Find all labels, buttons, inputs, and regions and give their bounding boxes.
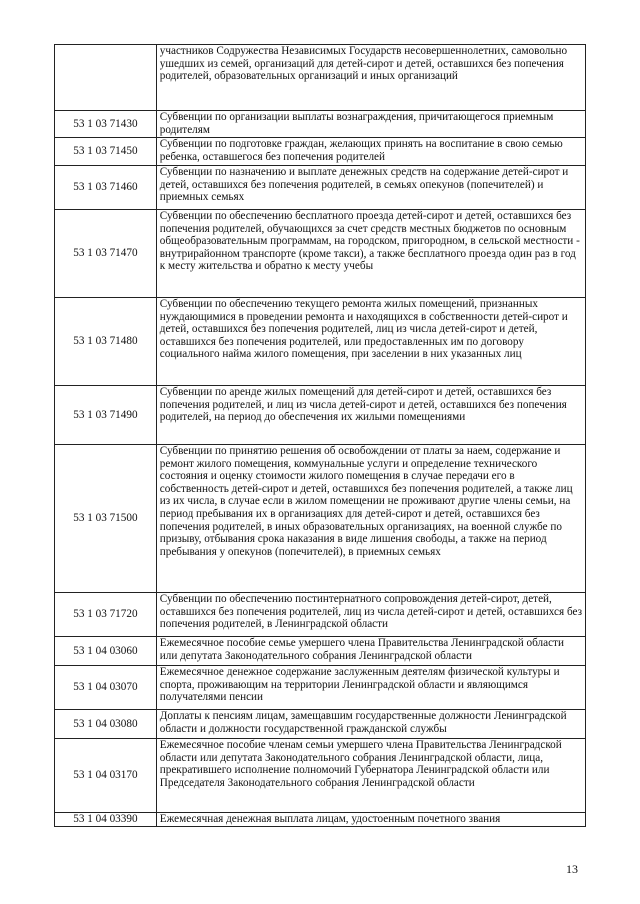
- table-row: [55, 710, 586, 739]
- table-row: [55, 637, 586, 666]
- description-cell: участников Содружества Независимых Государств несовершеннолетних, самовольно ушедших из семей, организаций для детей-сирот и детей, оставшихся без попечения родителей, образовательных организаций и иных организаций: [156, 45, 585, 111]
- table-row: [55, 298, 586, 386]
- budget-code-cell: 53 1 03 71450: [55, 138, 157, 166]
- description-cell: Субвенции по обеспечению бесплатного проезда детей-сирот и детей, оставшихся без попечения родителей, обучающихся за счет средств местных бюджетов по основным общеобразовательным программам, на городском, пригородном, в сельской местности - внутрирайонном транспорте (кроме такси), а также бесплатного проезда один раз в год к месту жительства и обратно к месту учебы: [156, 210, 585, 298]
- description-cell: Субвенции по обеспечению постинтернатного сопровождения детей-сирот, детей, оставшихся без попечения родителей, лиц из числа детей-сирот и детей, оставшихся без попечения родителей, в Ленинградской области: [156, 593, 585, 637]
- budget-code-cell: 53 1 04 03080: [55, 710, 157, 739]
- table-row: [55, 386, 586, 445]
- table-row: [55, 739, 586, 813]
- budget-code-cell: 53 1 04 03170: [55, 739, 157, 813]
- budget-code-cell: 53 1 04 03390: [55, 813, 157, 827]
- budget-code-cell: 53 1 03 71470: [55, 210, 157, 298]
- page-number: 13: [566, 862, 578, 876]
- table-row: [55, 813, 586, 827]
- budget-code-cell: 53 1 03 71500: [55, 445, 157, 593]
- description-cell: Ежемесячное денежное содержание заслуженным деятелям физической культуры и спорта, проживающим на территории Ленинградской области и являющимся получателями пенсии: [156, 666, 585, 710]
- description-cell: Ежемесячная денежная выплата лицам, удостоенным почетного звания: [156, 813, 585, 827]
- budget-code-cell: 53 1 04 03060: [55, 637, 157, 666]
- table-row: [55, 138, 586, 166]
- budget-code-cell: 53 1 03 71480: [55, 298, 157, 386]
- table-row: [55, 210, 586, 298]
- description-cell: Субвенции по подготовке граждан, желающих принять на воспитание в свою семью ребенка, оставшегося без попечения родителей: [156, 138, 585, 166]
- table-row: [55, 593, 586, 637]
- table-row: [55, 666, 586, 710]
- table-row: [55, 45, 586, 111]
- table-row: [55, 166, 586, 210]
- description-cell: Субвенции по назначению и выплате денежных средств на содержание детей-сирот и детей, оставшихся без попечения родителей, в семьях опекунов (попечителей) и приемных семьях: [156, 166, 585, 210]
- budget-code-table: [54, 44, 586, 827]
- table-row: [55, 445, 586, 593]
- description-cell: Субвенции по обеспечению текущего ремонта жилых помещений, признанных нуждающимися в проведении ремонта и находящихся в собственности детей-сирот и детей, оставшихся без попечения родителей, лиц из числа детей-сирот и детей, оставшихся без попечения родителей, или предоставленных им по договору социального найма жилого помещения, при заселении в них указанных лиц: [156, 298, 585, 386]
- description-cell: Ежемесячное пособие членам семьи умершего члена Правительства Ленинградской области или депутата Законодательного собрания Ленинградской области, лица, прекратившего исполнение полномочий Губернатора Ленинградской области или Председателя Законодательного собрания Ленинградской области: [156, 739, 585, 813]
- description-cell: Доплаты к пенсиям лицам, замещавшим государственные должности Ленинградской области и должности государственной гражданской службы: [156, 710, 585, 739]
- budget-code-cell: 53 1 03 71430: [55, 111, 157, 138]
- description-cell: Субвенции по принятию решения об освобождении от платы за наем, содержание и ремонт жилого помещения, коммунальные услуги и определение технического состояния и оценку стоимости жилого помещения в случае передачи его в собственность детей-сирот и детей, оставшихся без попечения родителей, а также лиц из их числа, в случае если в жилом помещении не проживают другие члены семьи, на период пребывания их в организациях для детей-сирот и детей, оставшихся без попечения родителей, в иных образовательных организациях, на военной службе по призыву, отбывания срока наказания в виде лишения свободы, а также на период пребывания у опекунов (попечителей), в приемных семьях: [156, 445, 585, 593]
- table-row: [55, 111, 586, 138]
- description-cell: Субвенции по организации выплаты вознаграждения, причитающегося приемным родителям: [156, 111, 585, 138]
- budget-code-cell: 53 1 03 71720: [55, 593, 157, 637]
- budget-code-cell: 53 1 03 71460: [55, 166, 157, 210]
- description-cell: Субвенции по аренде жилых помещений для детей-сирот и детей, оставшихся без попечения родителей, и лиц из числа детей-сирот и детей, оставшихся без попечения родителей, на период до обеспечения их жилыми помещениями: [156, 386, 585, 445]
- budget-code-cell: 53 1 03 71490: [55, 386, 157, 445]
- budget-code-cell: [55, 45, 157, 111]
- budget-code-cell: 53 1 04 03070: [55, 666, 157, 710]
- description-cell: Ежемесячное пособие семье умершего члена Правительства Ленинградской области или депутата Законодательного собрания Ленинградской области: [156, 637, 585, 666]
